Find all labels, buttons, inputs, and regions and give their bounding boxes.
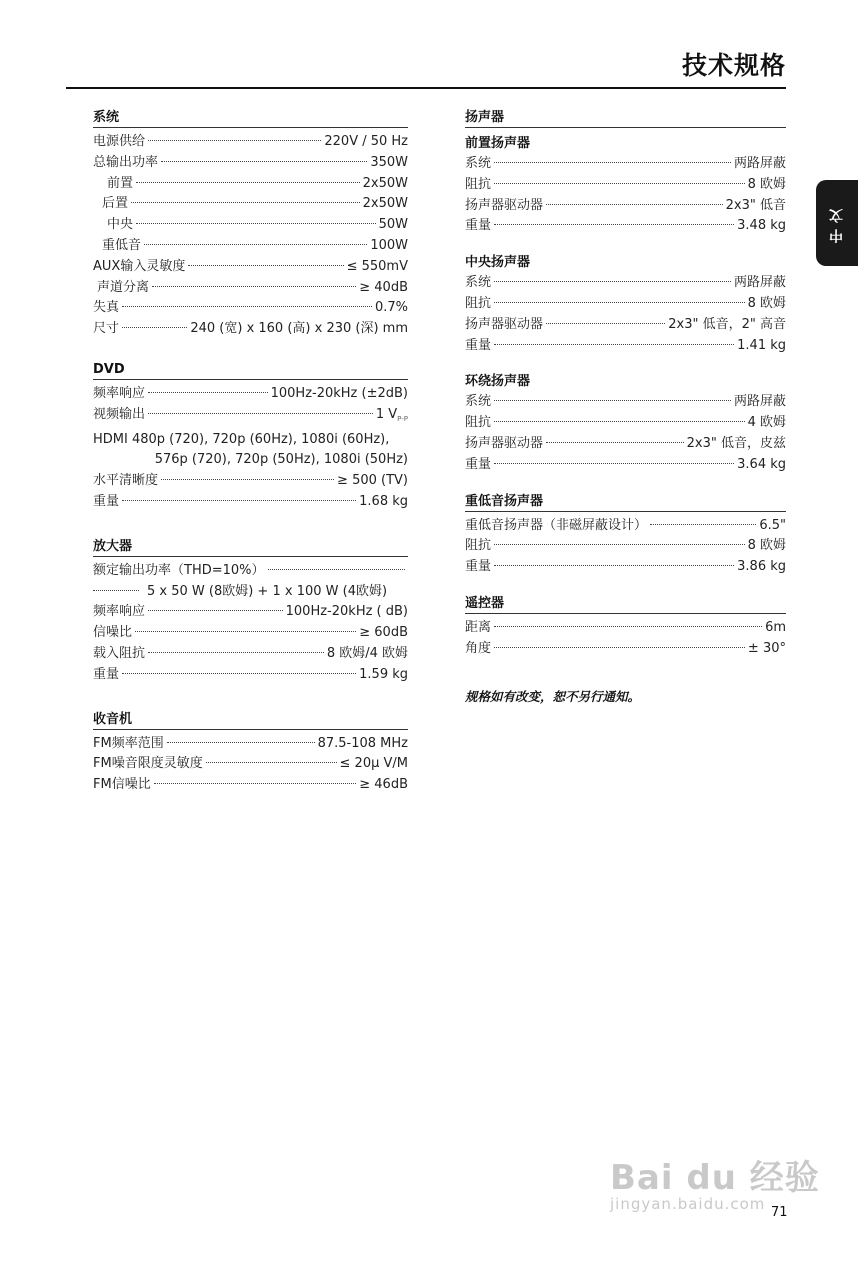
- dot-leader: [136, 223, 376, 224]
- dot-leader: [144, 244, 367, 245]
- dot-leader: [494, 281, 731, 282]
- spec-row: [93, 561, 408, 582]
- spec-value: 8 欧姆: [747, 295, 786, 311]
- spec-label: 信噪比: [93, 625, 133, 641]
- dot-leader: [148, 140, 321, 141]
- spec-row: [93, 215, 408, 236]
- spec-row: [93, 623, 408, 644]
- spec-value: 100W: [370, 237, 408, 253]
- dot-leader: [148, 652, 324, 653]
- spec-row: [465, 196, 786, 217]
- spec-label: FM噪音限度灵敏度: [93, 756, 203, 772]
- spec-value: 3.86 kg: [737, 559, 786, 575]
- spec-row: [93, 754, 408, 775]
- spec-row: [465, 175, 786, 196]
- spec-value: 8 欧姆: [747, 538, 786, 554]
- spec-value: 50W: [378, 217, 408, 233]
- dot-leader: [136, 182, 360, 183]
- spec-row: [93, 582, 408, 603]
- spec-row: [465, 216, 786, 237]
- spec-row: [93, 775, 408, 796]
- dot-leader: [494, 421, 745, 422]
- spec-label: 阻抗: [465, 176, 492, 192]
- spec-row: [465, 455, 786, 476]
- section-title: 重低音扬声器: [465, 490, 786, 512]
- spec-value: 350W: [370, 154, 408, 170]
- spec-row: [93, 174, 408, 195]
- spec-label: 重量: [465, 337, 492, 353]
- spec-row: [465, 336, 786, 357]
- subsection-title: 前置扬声器: [465, 136, 531, 151]
- spec-label: 重量: [465, 456, 492, 472]
- page-number: 71: [771, 1205, 788, 1220]
- spec-value: 两路屏蔽: [733, 394, 786, 410]
- spec-label: 中央: [107, 217, 134, 233]
- spec-value: ± 30°: [747, 640, 786, 656]
- spec-label: 重量: [93, 666, 120, 682]
- front-speakers-block: [465, 132, 786, 237]
- dot-leader: [494, 224, 734, 225]
- spec-label: 系统: [465, 275, 492, 291]
- section-title: 系统: [93, 106, 408, 128]
- spec-label: 声道分离: [97, 279, 150, 295]
- spec-value: 0.7%: [374, 300, 408, 316]
- spec-label: 总输出功率: [93, 154, 159, 170]
- spec-label: 重低音: [102, 237, 142, 253]
- dot-leader: [494, 183, 745, 184]
- spec-value: 1.59 kg: [359, 666, 408, 682]
- dot-leader: [161, 479, 334, 480]
- spec-value: ≥ 46dB: [359, 777, 408, 793]
- watermark-url: jingyan.baidu.com: [610, 1195, 766, 1213]
- spec-row: [93, 319, 408, 340]
- dot-leader: [494, 463, 734, 464]
- dot-leader: [148, 413, 373, 414]
- spec-label: 尺寸: [93, 321, 120, 337]
- dot-leader: [494, 162, 731, 163]
- dot-leader: [494, 647, 745, 648]
- change-notice: 规格如有改变，恕不另行通知。: [465, 689, 641, 704]
- right-column: [465, 106, 786, 674]
- spec-label: 前置: [107, 175, 134, 191]
- spec-row: [93, 405, 408, 430]
- language-tab: [816, 180, 858, 266]
- spec-label: 角度: [465, 640, 492, 656]
- dot-leader: [494, 565, 734, 566]
- spec-label: 视频输出: [93, 406, 146, 422]
- spec-value: ≤ 20μ V/M: [339, 756, 408, 772]
- dot-leader: [546, 323, 665, 324]
- section-title: 扬声器: [465, 106, 786, 128]
- dot-leader: [494, 344, 734, 345]
- spec-label: 距离: [465, 619, 492, 635]
- spec-value: 两路屏蔽: [733, 156, 786, 171]
- dot-leader: [167, 742, 315, 743]
- spec-value: 3.64 kg: [737, 456, 786, 472]
- language-tab-label: 中文: [829, 203, 845, 243]
- spec-row: [465, 315, 786, 336]
- spec-label: 频率响应: [93, 385, 146, 401]
- dot-leader: [154, 783, 357, 784]
- spec-value: ≤ 550mV: [346, 258, 408, 274]
- spec-row: [93, 471, 408, 492]
- spec-value: 100Hz-20kHz (±2dB): [270, 385, 408, 401]
- spec-row: [93, 644, 408, 665]
- spec-value-subscript: P-P: [397, 414, 408, 423]
- dot-leader: [122, 306, 372, 307]
- spec-label: 电源供给: [93, 134, 146, 149]
- spec-label: 额定输出功率（THD=10%）: [93, 562, 265, 578]
- spec-value: 220V / 50 Hz: [324, 134, 408, 149]
- spec-value: 2x50W: [362, 196, 408, 212]
- section-title: 收音机: [93, 708, 408, 730]
- tuner-section: [93, 708, 408, 796]
- spec-row: [93, 257, 408, 278]
- dot-leader: [494, 544, 745, 545]
- watermark-logo-text: Bai du 经验: [610, 1158, 820, 1198]
- spec-label: 重低音扬声器（非磁屏蔽设计）: [465, 517, 648, 533]
- dot-leader: [268, 569, 405, 570]
- baidu-watermark: [610, 1150, 820, 1213]
- spec-value: 6.5": [759, 517, 786, 533]
- section-title: 遥控器: [465, 592, 786, 614]
- spec-row: [93, 278, 408, 299]
- title-divider: [66, 87, 786, 89]
- spec-label: 阻抗: [465, 538, 492, 554]
- dot-leader: [131, 202, 360, 203]
- spec-value: 3.48 kg: [737, 218, 786, 234]
- spec-row: [465, 639, 786, 660]
- spec-value: 1 V: [375, 406, 398, 422]
- spec-value: 87.5-108 MHz: [317, 735, 408, 751]
- spec-label: 失真: [93, 300, 120, 316]
- spec-label: 扬声器驱动器: [465, 316, 544, 332]
- dot-leader: [494, 302, 745, 303]
- spec-label: 频率响应: [93, 604, 146, 620]
- spec-row: [93, 194, 408, 215]
- spec-label: 扬声器驱动器: [465, 197, 544, 213]
- dot-leader: [650, 524, 756, 525]
- dot-leader: [122, 500, 356, 501]
- spec-label: FM信噪比: [93, 777, 151, 793]
- spec-label: 重量: [93, 493, 120, 509]
- spec-value: 8 欧姆/4 欧姆: [326, 645, 408, 661]
- dot-leader: [148, 392, 268, 393]
- dot-leader: [122, 673, 356, 674]
- spec-value: 5 x 50 W (8欧姆) + 1 x 100 W (4欧姆): [147, 583, 388, 599]
- spec-value: 2x50W: [362, 175, 408, 191]
- spec-row: [93, 734, 408, 755]
- surround-speakers-block: [465, 370, 786, 475]
- spec-value: 1.68 kg: [359, 493, 408, 509]
- dot-leader: [135, 631, 356, 632]
- hdmi-line: HDMI 480p (720), 720p (60Hz), 1080i (60Hz),: [93, 431, 390, 447]
- subsection-title: 中央扬声器: [465, 255, 531, 271]
- spec-value: 100Hz-20kHz ( dB): [285, 604, 408, 620]
- spec-label: AUX输入灵敏度: [93, 258, 186, 274]
- dot-leader: [546, 204, 723, 205]
- hdmi-line: 576p (720), 720p (50Hz), 1080i (50Hz): [154, 452, 408, 468]
- spec-row: [465, 536, 786, 557]
- spec-label: 载入阻抗: [93, 645, 146, 661]
- spec-label: 系统: [465, 394, 492, 410]
- spec-label: 水平清晰度: [93, 473, 159, 489]
- dot-leader: [93, 590, 139, 591]
- spec-label: 阻抗: [465, 295, 492, 311]
- spec-row: [93, 665, 408, 686]
- spec-label: FM频率范围: [93, 735, 164, 751]
- spec-row: [465, 557, 786, 578]
- dot-leader: [494, 400, 731, 401]
- spec-value: 2x3" 低音，2" 高音: [668, 316, 786, 332]
- dot-leader: [206, 762, 337, 763]
- spec-row: [465, 413, 786, 434]
- spec-row: [93, 298, 408, 319]
- spec-value: ≥ 500 (TV): [337, 473, 408, 489]
- spec-row: [465, 618, 786, 639]
- spec-label: 扬声器驱动器: [465, 435, 544, 451]
- spec-value: 1.41 kg: [737, 337, 786, 353]
- section-title: DVD: [93, 362, 408, 380]
- spec-row: [465, 516, 786, 537]
- spec-value: 2x3" 低音: [725, 197, 786, 213]
- spec-row: [93, 384, 408, 405]
- spec-value: 8 欧姆: [747, 176, 786, 192]
- dot-leader: [148, 610, 283, 611]
- spec-row: [465, 273, 786, 294]
- spec-label: 后置: [102, 196, 129, 212]
- spec-row: [465, 392, 786, 413]
- spec-row: [465, 434, 786, 455]
- left-column: [93, 106, 408, 818]
- spec-label: 重量: [465, 218, 492, 234]
- dvd-section: [93, 362, 408, 513]
- spec-row: [465, 294, 786, 315]
- spec-label: 重量: [465, 559, 492, 575]
- spec-value: 两路屏蔽: [733, 275, 786, 291]
- system-section: [93, 106, 408, 340]
- spec-value: 4 欧姆: [747, 415, 786, 431]
- dot-leader: [122, 327, 187, 328]
- dot-leader: [546, 442, 684, 443]
- spec-label: 系统: [465, 156, 492, 171]
- spec-row: [93, 602, 408, 623]
- spec-row: [465, 154, 786, 175]
- dot-leader: [152, 286, 356, 287]
- spec-label: 阻抗: [465, 415, 492, 431]
- spec-row: [93, 236, 408, 257]
- dot-leader: [161, 161, 367, 162]
- spec-value: ≥ 60dB: [359, 625, 408, 641]
- spec-value: 2x3" 低音，皮兹: [686, 435, 786, 451]
- spec-row: [93, 132, 408, 153]
- dot-leader: [494, 626, 762, 627]
- spec-value: 6m: [765, 619, 786, 635]
- amplifier-section: [93, 535, 408, 686]
- remote-block: [465, 592, 786, 660]
- spec-value: 240 (宽) x 160 (高) x 230 (深) mm: [190, 321, 408, 337]
- spec-row: [93, 492, 408, 513]
- section-title: 放大器: [93, 535, 408, 557]
- spec-value: ≥ 40dB: [359, 279, 408, 295]
- spec-row: [93, 153, 408, 174]
- subwoofer-block: [465, 490, 786, 578]
- subsection-title: 环绕扬声器: [465, 374, 531, 390]
- dot-leader: [188, 265, 343, 266]
- center-speaker-block: [465, 251, 786, 356]
- page-title: 技术规格: [681, 51, 786, 80]
